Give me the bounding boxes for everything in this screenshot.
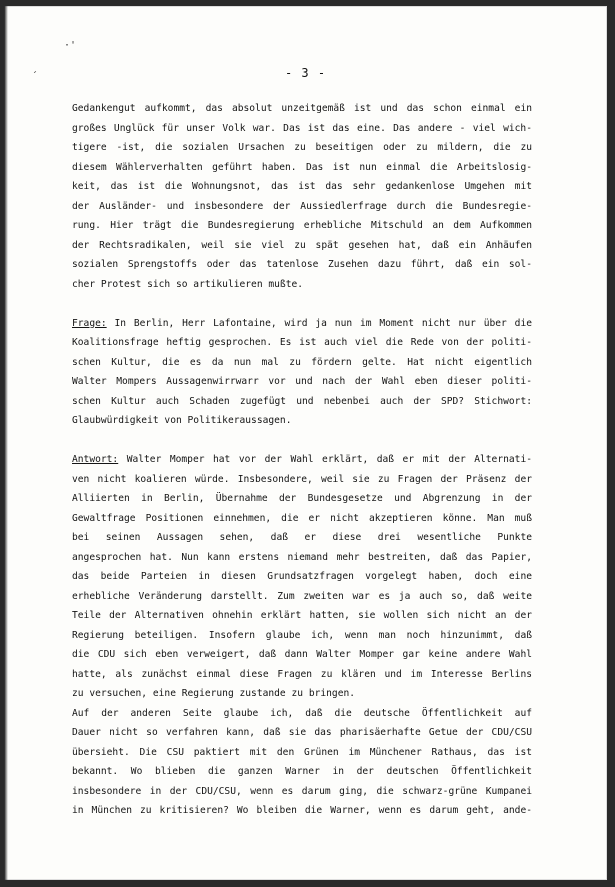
answer-label: Antwort:: [72, 454, 119, 465]
text-line: der Ausländer- und insbesondere der Aussiedlerfrage durch die Bundesregie-: [72, 200, 532, 212]
text-line: sozialen Sprengstoffs oder das tatenlose Zusehen dazu führt, daß ein sol-: [72, 259, 532, 270]
scan-speck-mark: ˏ: [32, 62, 39, 73]
text-line: insbesondere in der CDU/CSU, wenn es darum ging, die schwarz-grüne Kumpanei: [72, 785, 532, 797]
text-line: Walter Momper hat vor der Wahl erklärt, daß er mit der Alternati-: [118, 454, 532, 465]
text-line: Auf der anderen Seite glaube ich, daß die deutsche Öffentlichkeit auf: [72, 707, 532, 719]
interview-text: [72, 99, 532, 821]
text-line: hatte, als zunächst einmal diese Fragen zu klären und im Interesse Berlins: [72, 668, 532, 680]
text-line: schen Kultur auch Schaden zugefügt und nebenbei auch der SPD? Stichwort:: [72, 395, 532, 407]
text-line: Koalitionsfrage heftig gesprochen. Es ist auch viel die Rede von der politi-: [72, 337, 532, 348]
text-line: diesem Wählerverhalten geführt haben. Das ist nun einmal die Arbeitslosig-: [72, 161, 532, 173]
text-line: der Rechtsradikalen, weil sie viel zu spät gesehen hat, daß ein Anhäufen: [72, 239, 532, 251]
page-number: - 3 -: [284, 66, 327, 80]
answer-paragraph: [72, 450, 532, 821]
paragraph-gap: [72, 294, 532, 314]
text-line: Teile der Alternativen ohnehin erklärt hatten, sie wollen sich nicht an der: [72, 610, 532, 621]
text-line: bekannt. Wo blieben die ganzen Warner in der deutschen Öffentlichkeit: [72, 766, 532, 777]
text-line: rung. Hier trägt die Bundesregierung erhebliche Mitschuld an dem Aufkommen: [72, 220, 532, 231]
text-line: großes Unglück für unser Volk war. Das ist das eine. Das andere - viel wich-: [72, 122, 532, 134]
scan-edge-shadow: [4, 6, 8, 880]
text-line: Gewaltfrage Positionen einnehmen, die er nicht akzeptieren könne. Man muß: [72, 512, 532, 524]
text-line: Dauer nicht so verfahren kann, daß sie das pharisäerhafte Getue der CDU/CSU: [72, 727, 532, 738]
text-line: zu versuchen, eine Regierung zustande zu bringen.: [72, 688, 356, 699]
question-label: Frage:: [72, 317, 107, 329]
question-paragraph: [72, 314, 532, 431]
text-line: Walter Mompers Aussagenwirrwarr vor und nach der Wahl eben dieser politi-: [72, 376, 532, 387]
text-line: keit, das ist die Wohnungsnot, das ist das sehr gedankenlose Umgehen mit: [72, 181, 532, 192]
text-line: In Berlin, Herr Lafontaine, wird ja nun im Moment nicht nur über die: [106, 317, 532, 329]
text-line: in München zu kritisieren? Wo bleiben die Warner, wenn es darum geht, ande-: [72, 805, 532, 816]
paragraph-gap: [72, 431, 532, 451]
text-line: übersieht. Die CSU paktiert mit den Grünen im Münchener Rathaus, das ist: [72, 746, 532, 758]
text-line: erhebliche Veränderung darstellt. Zum zweiten war es ja auch so, daß weite: [72, 590, 532, 602]
paragraph-continuation: [72, 99, 532, 294]
text-line: bei seinen Aussagen sehen, daß er diese drei wesentliche Punkte: [72, 532, 532, 543]
text-line: schen Kultur, die es da nun mal zu fördern gelte. Hat nicht eigentlich: [72, 356, 532, 368]
document-page: [4, 6, 607, 880]
text-line: Gedankengut aufkommt, das absolut unzeitgemäß ist und das schon einmal ein: [72, 103, 532, 114]
text-line: Regierung beteiligen. Insofern glaube ich, wenn man noch hinzunimmt, daß: [72, 629, 532, 641]
text-line: Glaubwürdigkeit von Politikeraussagen.: [72, 415, 292, 426]
text-line: tigere -ist, die sozialen Ursachen zu beseitigen oder zu mildern, die zu: [72, 142, 532, 153]
text-line: das beide Parteien in diesen Grundsatzfragen vorgelegt haben, doch eine: [72, 571, 532, 582]
text-line: ven nicht koalieren würde. Insbesondere, weil sie zu Fragen der Präsenz der: [72, 473, 532, 485]
text-line: angesprochen hat. Nun kann erstens niemand mehr bestreiten, daß das Papier,: [72, 551, 532, 563]
text-line: Alliierten in Berlin, Übernahme der Bundesgesetze und Abgrenzung in der: [72, 493, 532, 504]
text-line: die CDU sich eben verweigert, daß dann Walter Momper gar keine andere Wahl: [72, 649, 532, 660]
scan-speck-mark: ·': [64, 40, 77, 51]
text-line: cher Protest sich so artikulieren mußte.: [72, 278, 304, 290]
